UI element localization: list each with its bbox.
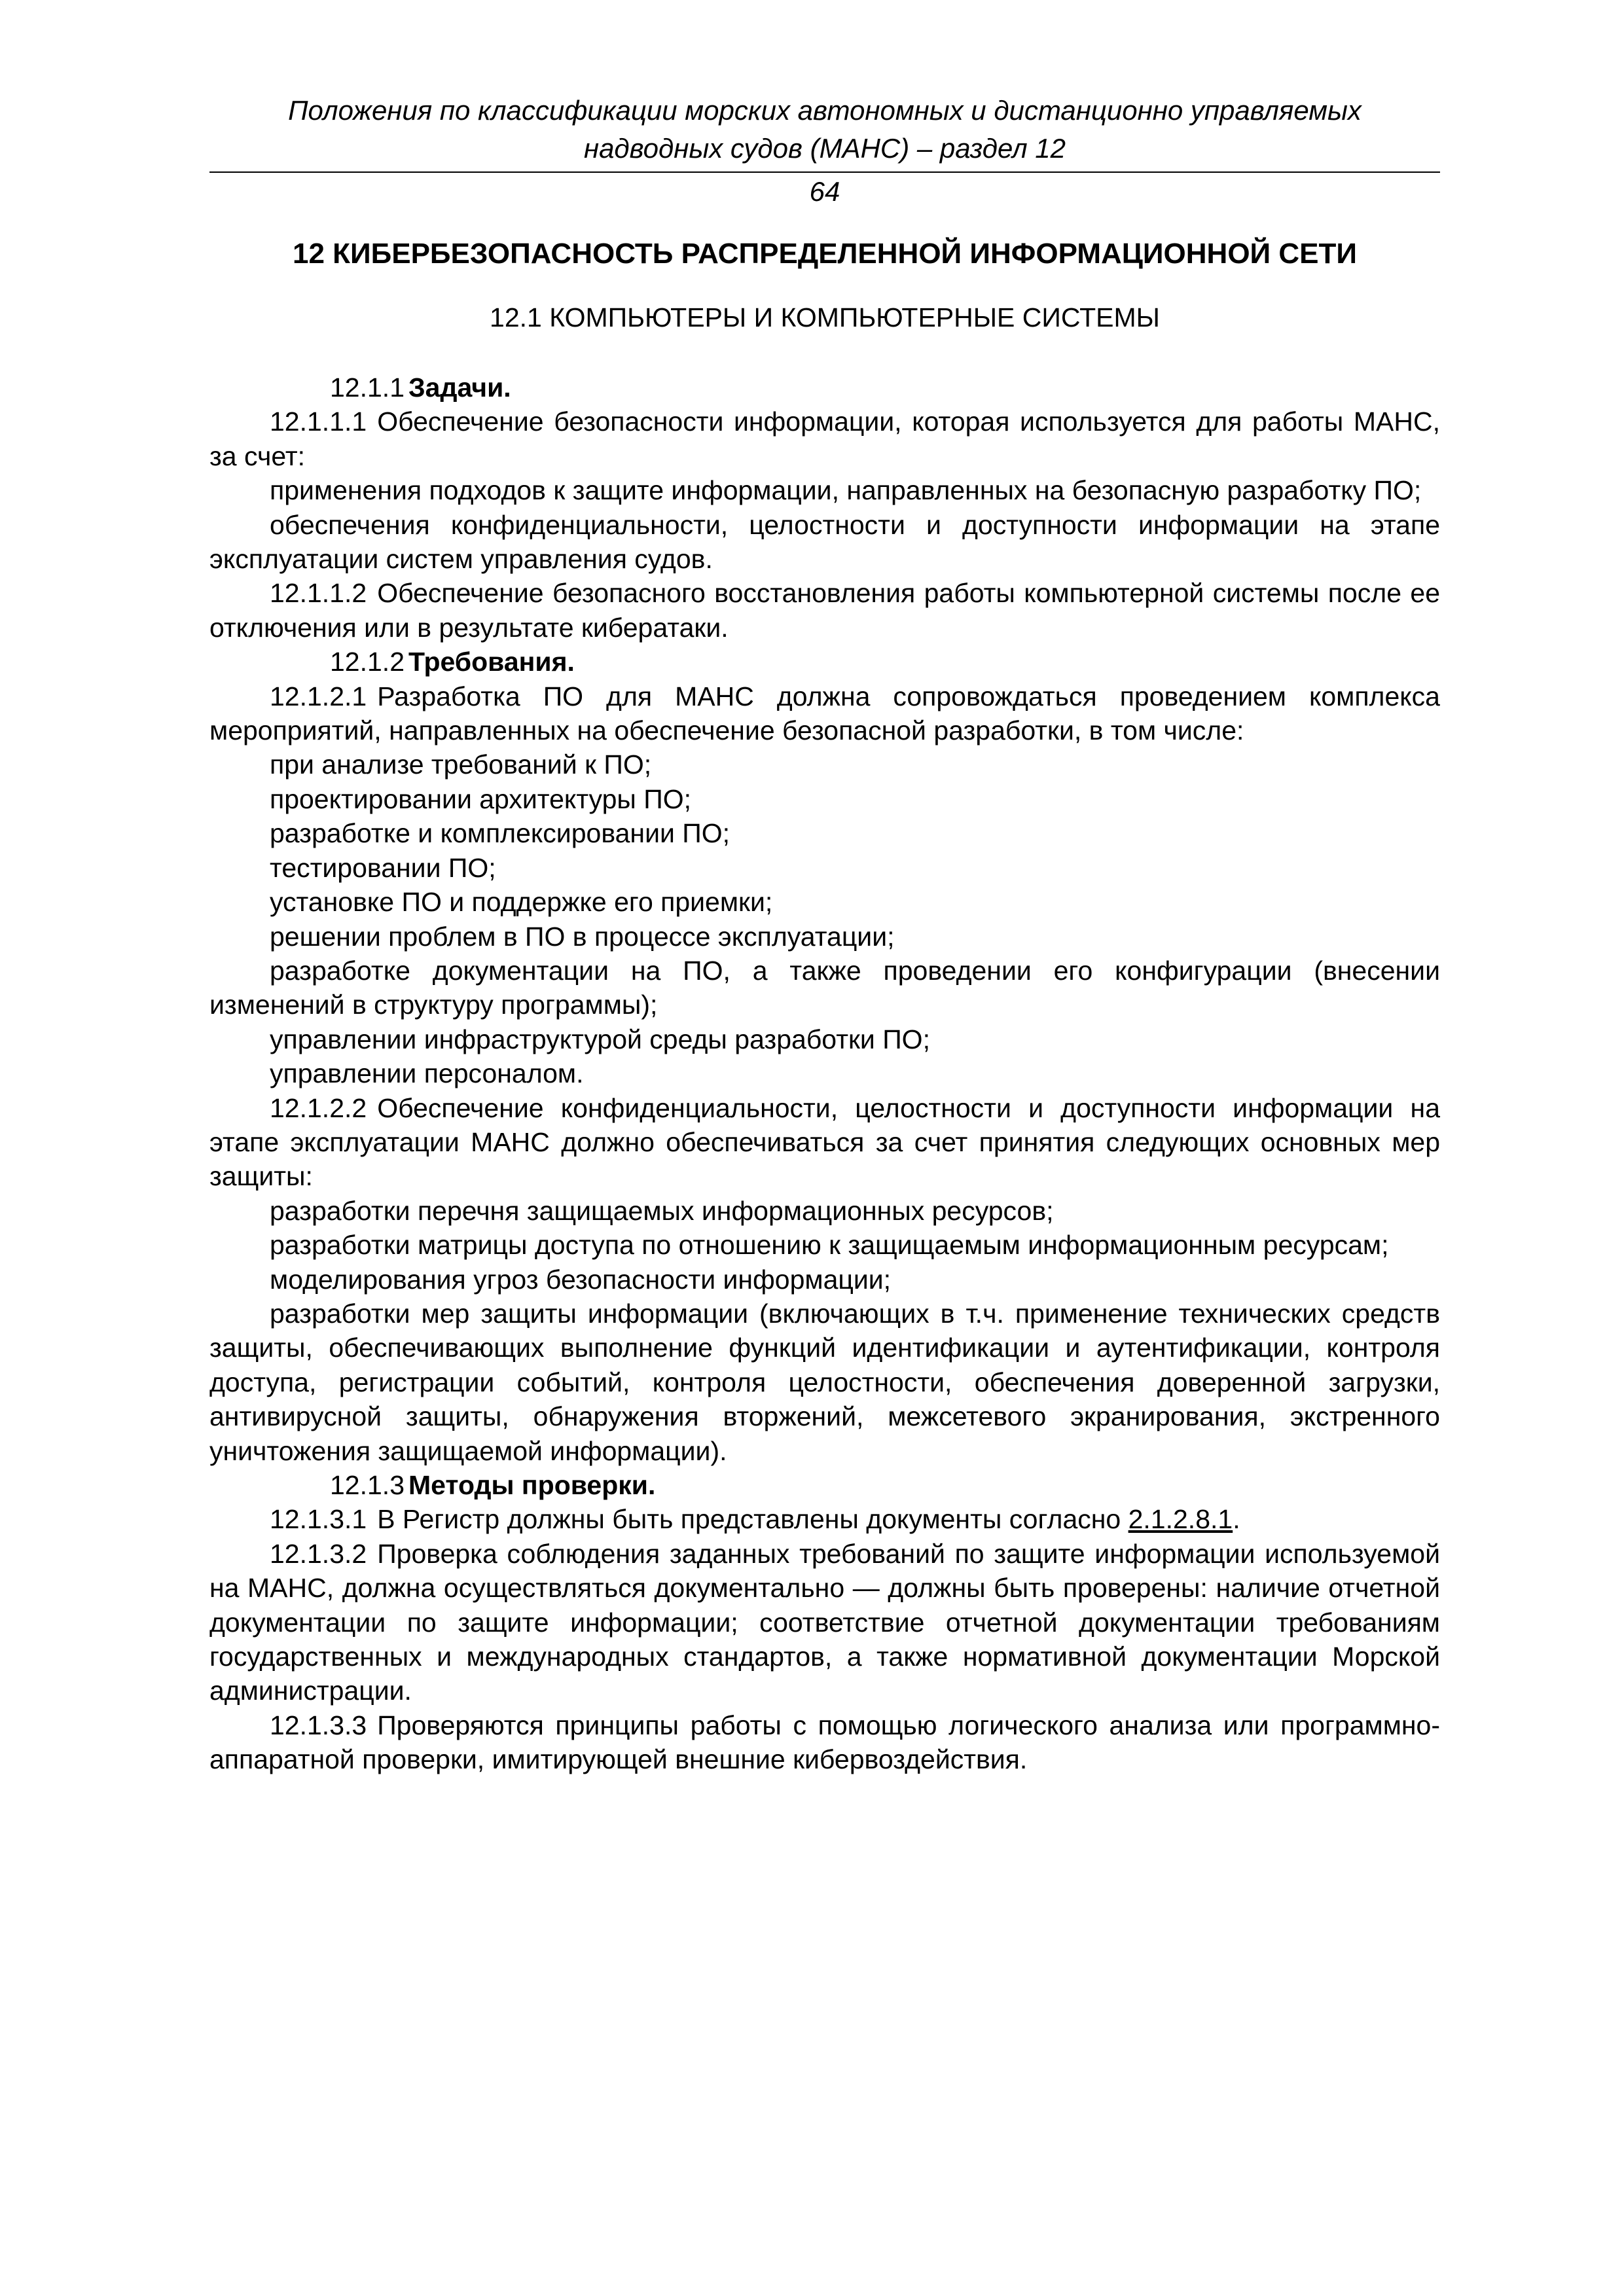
clause-text-end: . — [1233, 1504, 1240, 1535]
list-item: при анализе требований к ПО; — [270, 749, 652, 780]
clause-number: 12.1.3.1 — [270, 1504, 367, 1535]
page-number: 64 — [809, 176, 840, 207]
clause-number: 12.1.1 — [330, 372, 405, 403]
document-body — [209, 370, 1440, 1777]
clause-text: В Регистр должны быть представлены документы согласно — [377, 1504, 1121, 1535]
clause-heading: Требования. — [408, 647, 575, 677]
list-item: моделирования угроз безопасности информации; — [270, 1264, 892, 1295]
clause-heading: Методы проверки. — [408, 1470, 656, 1500]
clause-12-1-1-2 — [209, 576, 1440, 645]
list-item: применения подходов к защите информации, направленных на безопасную разработку ПО; — [270, 475, 1422, 506]
clause-number: 12.1.3 — [330, 1470, 405, 1500]
clause-12-1-3-2 — [209, 1537, 1440, 1708]
cross-reference-link[interactable]: 2.1.2.8.1 — [1128, 1504, 1233, 1535]
list-item: разработке и комплексировании ПО; — [270, 818, 731, 849]
clause-text: Обеспечение конфиденциальности, целостности и доступности информации на этапе эксплуатации МАНС должно обеспечиваться за счет принятия следующих основных мер защиты: — [209, 1092, 1440, 1192]
clause-12-1-1-1 — [209, 404, 1440, 473]
list-item: управлении инфраструктурой среды разработки ПО; — [270, 1024, 930, 1054]
list-item: разработки матрицы доступа по отношению к защищаемым информационным ресурсам; — [270, 1230, 1389, 1261]
list-item: установке ПО и поддержке его приемки; — [270, 887, 773, 918]
list-item: разработки мер защиты информации (включающих в т.ч. применение технических средств защиты, обеспечивающих выполнение функций идентификации и аутентификации, контроля доступа, регистрации событий, контроля целостности, обеспечения доверенной загрузки, антивирусной защиты, обнаружения вторжений, межсетевого экранирования, экстренного уничтожения защищаемой информации). — [209, 1298, 1440, 1466]
clause-number: 12.1.3.2 — [270, 1538, 367, 1569]
list-item: разработки перечня защищаемых информационных ресурсов; — [270, 1195, 1054, 1226]
clause-number: 12.1.1.2 — [270, 578, 367, 609]
list-item: проектировании архитектуры ПО; — [270, 783, 692, 814]
clause-12-1-3-3 — [209, 1708, 1440, 1777]
clause-number: 12.1.1.1 — [270, 406, 367, 437]
clause-12-1-3-1 — [209, 1502, 1440, 1536]
section-title: 12 КИБЕРБЕЗОПАСНОСТЬ РАСПРЕДЕЛЕННОЙ ИНФОРМАЦИОННОЙ СЕТИ — [292, 238, 1358, 270]
heading-12-1-2 — [209, 645, 1440, 679]
clause-number: 12.1.2 — [330, 647, 405, 677]
clause-text: Проверка соблюдения заданных требований по защите информации используемой на МАНС, должна осуществляться документально — должны быть проверены: наличие отчетной документации по защите информации; соответствие отчетной документации требованиям государственных и международных стандартов, а также нормативной документации Морской администрации. — [209, 1538, 1440, 1706]
clause-number: 12.1.2.2 — [270, 1092, 367, 1123]
list-item: обеспечения конфиденциальности, целостности и доступности информации на этапе эксплуатации систем управления судов. — [209, 509, 1440, 575]
clause-heading: Задачи. — [408, 372, 511, 403]
running-header-line-2: надводных судов (МАНС) – раздел 12 — [583, 133, 1066, 164]
heading-12-1-3 — [209, 1468, 1440, 1502]
clause-12-1-2-1 — [209, 679, 1440, 748]
list-item: решении проблем в ПО в процессе эксплуатации; — [270, 921, 895, 952]
running-header-line-1: Положения по классификации морских автономных и дистанционно управляемых — [288, 95, 1362, 126]
clause-number: 12.1.2.1 — [270, 681, 367, 711]
header-divider — [209, 171, 1440, 173]
clause-text: Проверяются принципы работы с помощью логического анализа или программно-аппаратной проверки, имитирующей внешние кибервоздействия. — [209, 1710, 1440, 1775]
list-item: тестировании ПО; — [270, 852, 496, 883]
clause-text: Разработка ПО для МАНС должна сопровождаться проведением комплекса мероприятий, направленных на обеспечение безопасной разработки, в том числе: — [209, 681, 1440, 746]
clause-text: Обеспечение безопасного восстановления работы компьютерной системы после ее отключения или в результате кибератаки. — [209, 578, 1440, 643]
list-item: управлении персоналом. — [270, 1058, 584, 1089]
subsection-title: 12.1 КОМПЬЮТЕРЫ И КОМПЬЮТЕРНЫЕ СИСТЕМЫ — [490, 302, 1160, 332]
list-item: разработке документации на ПО, а также проведении его конфигурации (внесении изменений в структуру программы); — [209, 955, 1440, 1020]
clause-number: 12.1.3.3 — [270, 1710, 367, 1740]
heading-12-1-1 — [209, 370, 1440, 404]
clause-12-1-2-2 — [209, 1091, 1440, 1194]
clause-text: Обеспечение безопасности информации, которая используется для работы МАНС, за счет: — [209, 406, 1440, 471]
